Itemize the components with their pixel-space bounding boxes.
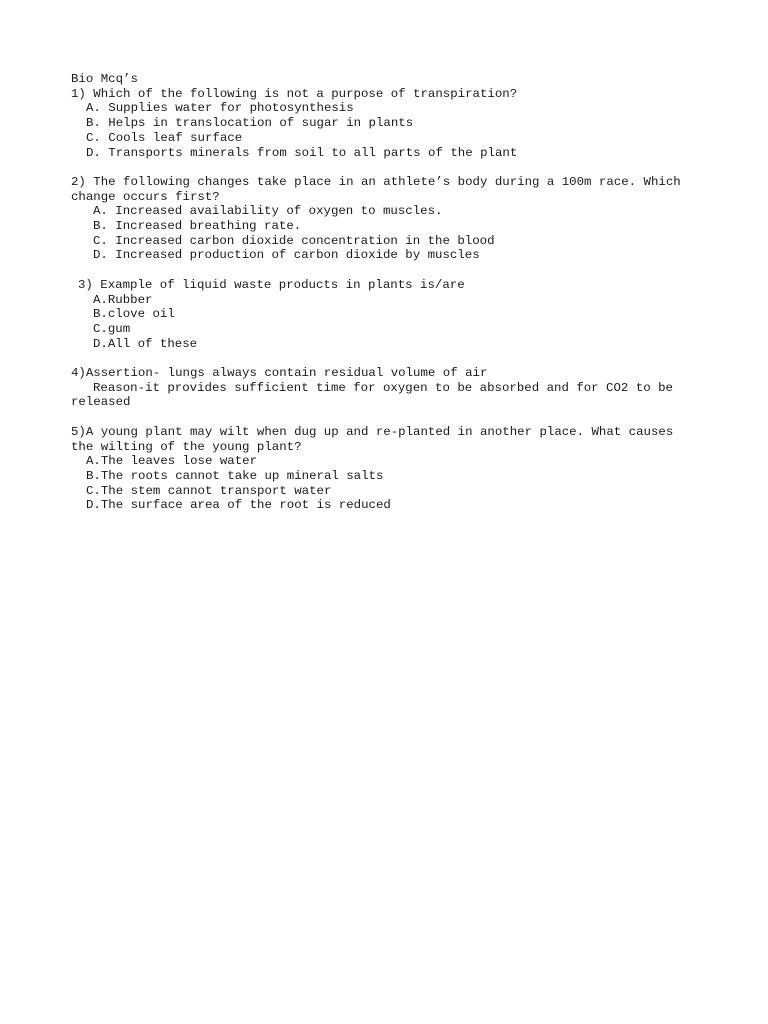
question-5-text-line-2: the wilting of the young plant? [71, 439, 302, 454]
question-5-option-d: D.The surface area of the root is reduced [86, 498, 391, 513]
question-2 [71, 175, 711, 263]
question-3-option-d: D.All of these [93, 336, 198, 351]
question-2-text-line-1: 2) The following changes take place in an athlete’s body during a 100m race. Which [71, 174, 681, 189]
question-4-reason-line-2: released [71, 395, 131, 410]
question-4-reason-line-1: Reason-it provides sufficient time for oxygen to be absorbed and for CO2 to be [93, 380, 673, 395]
question-3 [71, 278, 711, 352]
question-1-option-a: A. Supplies water for photosynthesis [86, 101, 354, 116]
question-5 [71, 425, 711, 513]
question-2-text-line-2: change occurs first? [71, 189, 220, 204]
question-5-option-b: B.The roots cannot take up mineral salts [86, 468, 384, 483]
spacer [71, 263, 711, 278]
question-2-option-b: B. Increased breathing rate. [93, 219, 302, 234]
question-2-option-d: D. Increased production of carbon dioxide by muscles [93, 248, 480, 263]
question-2-option-c: C. Increased carbon dioxide concentration in the blood [93, 233, 495, 248]
question-5-option-c: C.The stem cannot transport water [86, 483, 332, 498]
question-1-text: 1) Which of the following is not a purpose of transpiration? [71, 86, 518, 101]
question-5-option-a: A.The leaves lose water [86, 454, 258, 469]
question-3-option-c: C.gum [93, 321, 131, 336]
question-1-option-c: C. Cools leaf surface [86, 130, 243, 145]
question-3-text: 3) Example of liquid waste products in plants is/are [78, 277, 465, 292]
question-2-option-a: A. Increased availability of oxygen to muscles. [93, 204, 443, 219]
question-1 [71, 87, 711, 161]
spacer [71, 410, 711, 425]
question-4-assertion: 4)Assertion- lungs always contain residual volume of air [71, 366, 488, 381]
question-5-text-line-1: 5)A young plant may wilt when dug up and re-planted in another place. What causes [71, 424, 674, 439]
spacer [71, 160, 711, 175]
document-title: Bio Mcq’s [71, 72, 138, 86]
question-1-option-b: B. Helps in translocation of sugar in plants [86, 116, 414, 131]
document-body [71, 72, 711, 513]
question-1-option-d: D. Transports minerals from soil to all parts of the plant [86, 145, 518, 160]
spacer [71, 351, 711, 366]
question-3-option-a: A.Rubber [93, 292, 153, 307]
question-4 [71, 366, 711, 410]
question-3-option-b: B.clove oil [93, 307, 175, 322]
